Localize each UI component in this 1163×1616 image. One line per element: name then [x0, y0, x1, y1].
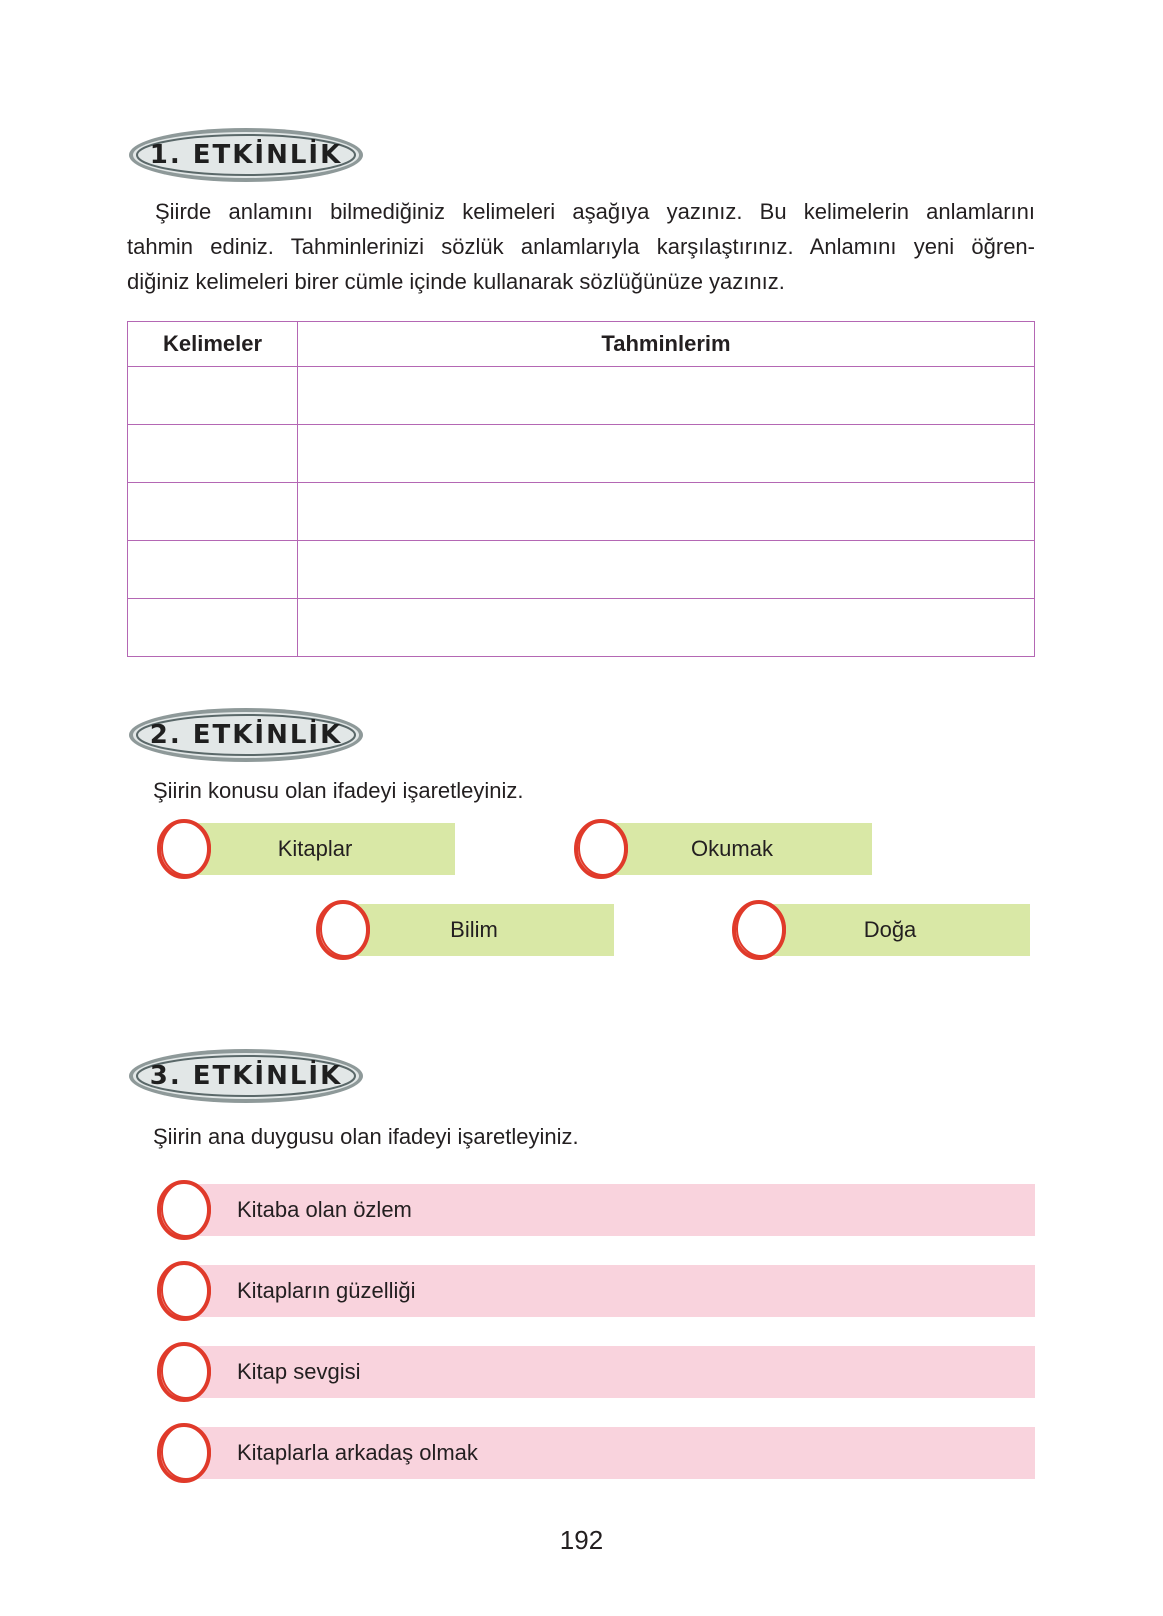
header-tahminlerim: Tahminlerim	[298, 322, 1035, 367]
activity3-badge	[126, 1046, 366, 1106]
word-cell[interactable]	[128, 425, 298, 483]
answer-circle-icon[interactable]	[155, 817, 215, 881]
activity1-badge	[126, 125, 366, 185]
option-kitap-sevgisi[interactable]	[155, 1340, 1035, 1400]
table-row	[128, 483, 1035, 541]
activity3-prompt: Şiirin ana duygusu olan ifadeyi işaretleyiniz.	[153, 1124, 579, 1149]
instruction-line: tahmin ediniz. Tahminlerinizi sözlük anlamlarıyla karşılaştırınız. Anlamını yeni öğren-	[127, 234, 1035, 259]
answer-circle-icon[interactable]	[155, 1259, 215, 1323]
option-label: Kitaplar	[277, 836, 353, 861]
table-row	[128, 367, 1035, 425]
guess-cell[interactable]	[298, 367, 1035, 425]
answer-circle-icon[interactable]	[155, 1178, 215, 1242]
option-label: Bilim	[450, 917, 498, 942]
table-row	[128, 599, 1035, 657]
option-kitaplarla-arkadas-olmak[interactable]	[155, 1421, 1035, 1481]
option-doga[interactable]	[730, 898, 1030, 958]
guess-cell[interactable]	[298, 599, 1035, 657]
guess-cell[interactable]	[298, 541, 1035, 599]
words-table	[127, 321, 1035, 657]
word-cell[interactable]	[128, 541, 298, 599]
word-cell[interactable]	[128, 483, 298, 541]
word-cell[interactable]	[128, 599, 298, 657]
option-label: Kitapların güzelliği	[237, 1278, 416, 1303]
answer-circle-icon[interactable]	[155, 1421, 215, 1485]
table-row	[128, 541, 1035, 599]
activity1-instructions	[127, 194, 1035, 299]
header-kelimeler: Kelimeler	[128, 322, 298, 367]
guess-cell[interactable]	[298, 483, 1035, 541]
activity2-badge	[126, 705, 366, 765]
activity2-title: 2. ETKİNLİK	[149, 720, 343, 750]
option-label: Kitaba olan özlem	[237, 1197, 412, 1222]
option-kitaplar[interactable]	[155, 817, 455, 877]
activity2-prompt: Şiirin konusu olan ifadeyi işaretleyiniz.	[153, 778, 524, 803]
option-kitaba-olan-ozlem[interactable]	[155, 1178, 1035, 1238]
answer-circle-icon[interactable]	[572, 817, 632, 881]
answer-circle-icon[interactable]	[155, 1340, 215, 1404]
option-label: Kitaplarla arkadaş olmak	[237, 1440, 478, 1465]
word-cell[interactable]	[128, 367, 298, 425]
activity1-title: 1. ETKİNLİK	[149, 140, 343, 170]
option-okumak[interactable]	[572, 817, 872, 877]
option-label: Kitap sevgisi	[237, 1359, 361, 1384]
activity3-title: 3. ETKİNLİK	[149, 1061, 343, 1091]
option-kitaplarin-guzelligi[interactable]	[155, 1259, 1035, 1319]
answer-circle-icon[interactable]	[314, 898, 374, 962]
option-label: Okumak	[691, 836, 773, 861]
instruction-line: diğiniz kelimeleri birer cümle içinde kullanarak sözlüğünüze yazınız.	[127, 269, 785, 294]
page-number: 192	[559, 1525, 604, 1555]
table-header-row	[128, 322, 1035, 367]
option-bilim[interactable]	[314, 898, 614, 958]
answer-circle-icon[interactable]	[730, 898, 790, 962]
table-row	[128, 425, 1035, 483]
option-label: Doğa	[863, 917, 917, 942]
guess-cell[interactable]	[298, 425, 1035, 483]
instruction-line: Şiirde anlamını bilmediğiniz kelimeleri aşağıya yazınız. Bu kelimelerin anlamlarını	[155, 199, 1035, 224]
